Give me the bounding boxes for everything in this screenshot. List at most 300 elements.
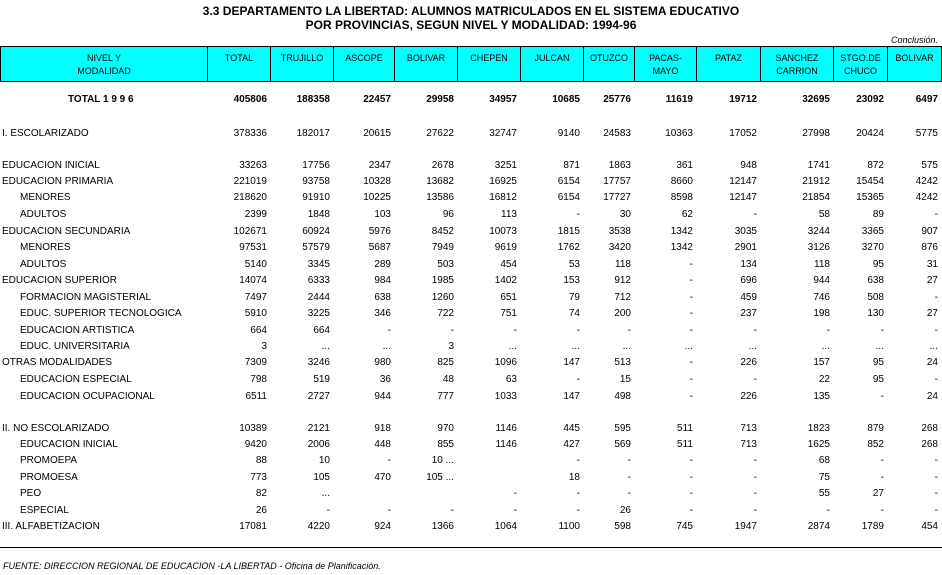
row-value: 1741	[807, 160, 830, 171]
table-row	[0, 486, 942, 502]
row-value: 6154	[557, 176, 580, 187]
row-value: 4242	[915, 192, 938, 203]
row-value: 13586	[426, 192, 454, 203]
header-cell	[887, 46, 942, 82]
row-value: 118	[615, 259, 631, 270]
row-value: 8452	[431, 226, 454, 237]
row-value: 7497	[244, 292, 267, 303]
row-value: 907	[921, 226, 938, 237]
table-row	[0, 519, 942, 535]
row-value: -	[880, 325, 884, 336]
row-value: 17727	[603, 192, 631, 203]
row-value: 638	[867, 275, 884, 286]
row-value: 448	[374, 439, 391, 450]
row-value: 879	[867, 423, 884, 434]
row-value: 68	[818, 455, 830, 466]
row-value: 48	[442, 374, 454, 385]
row-value: 2727	[307, 391, 330, 402]
row-value: -	[880, 391, 884, 402]
row-value: 27	[926, 308, 938, 319]
row-value: 95	[872, 357, 884, 368]
row-value: 24	[926, 357, 938, 368]
row-value: -	[387, 455, 391, 466]
row-value: 34957	[489, 94, 517, 105]
row-value: ...	[684, 341, 693, 352]
row-value: 134	[740, 259, 757, 270]
row-value: 1100	[558, 521, 580, 532]
row-value: 1815	[557, 226, 580, 237]
header-cell	[333, 46, 395, 82]
table-row	[0, 421, 942, 437]
row-value: 503	[437, 259, 454, 270]
row-value: 1146	[495, 439, 517, 450]
row-value: -	[576, 505, 580, 516]
row-value: 445	[563, 423, 580, 434]
row-value: 508	[867, 292, 884, 303]
row-value: 713	[740, 439, 757, 450]
row-value: 26	[255, 505, 267, 516]
row-value: 871	[563, 160, 580, 171]
row-value: -	[934, 292, 938, 303]
row-value: -	[387, 505, 391, 516]
row-value: 2121	[307, 423, 330, 434]
header-text: BOLIVAR	[406, 53, 446, 63]
row-value: 63	[505, 374, 517, 385]
row-value: 664	[250, 325, 267, 336]
row-value: 91910	[302, 192, 330, 203]
row-value: 10 ...	[431, 455, 454, 466]
row-value: 346	[374, 308, 391, 319]
row-value: ...	[821, 341, 830, 352]
row-value: 16812	[489, 192, 517, 203]
table-row	[0, 240, 942, 256]
row-value: 3126	[807, 242, 830, 253]
row-value: -	[934, 472, 938, 483]
row-value: 20424	[856, 128, 884, 139]
row-value: 8660	[670, 176, 693, 187]
row-value: 29958	[426, 94, 454, 105]
row-value: 5910	[244, 308, 267, 319]
row-value: 1146	[495, 423, 517, 434]
row-value: 103	[374, 209, 391, 220]
row-value: 4220	[307, 521, 330, 532]
row-value: 511	[677, 423, 693, 434]
header-text: CHUCO	[844, 66, 877, 76]
row-value: 79	[568, 292, 580, 303]
table-row	[0, 174, 942, 190]
row-value: 1402	[494, 275, 517, 286]
row-value: 221019	[233, 176, 267, 187]
row-value: ...	[571, 341, 580, 352]
row-value: 777	[437, 391, 454, 402]
row-value: 57579	[302, 242, 330, 253]
row-value: 153	[563, 275, 580, 286]
row-value: 872	[867, 160, 884, 171]
row-value: 2399	[244, 209, 267, 220]
row-value: -	[753, 488, 757, 499]
row-label: PEO	[20, 488, 42, 499]
row-value: 3246	[307, 357, 330, 368]
row-value: 3244	[807, 226, 830, 237]
table-row	[0, 355, 942, 371]
row-value: 105 ...	[426, 472, 454, 483]
row-value: 1625	[807, 439, 830, 450]
row-label: ADULTOS	[20, 259, 67, 270]
row-value: -	[753, 374, 757, 385]
row-value: 7949	[431, 242, 454, 253]
table-row	[0, 306, 942, 322]
header-cell	[457, 46, 521, 82]
header-text: BOLIVAR	[895, 53, 934, 63]
row-value: 15365	[856, 192, 884, 203]
row-value: 638	[374, 292, 391, 303]
header-text: TRUJILLO	[280, 53, 324, 63]
table-row	[0, 126, 942, 142]
row-value: 855	[437, 439, 454, 450]
header-cell	[634, 46, 697, 82]
row-value: 454	[500, 259, 517, 270]
row-value: 1848	[307, 209, 330, 220]
row-value: -	[689, 488, 693, 499]
row-value: 130	[867, 308, 884, 319]
row-value: 11619	[665, 94, 693, 105]
row-value: ...	[929, 341, 938, 352]
row-label: EDUCACION ESPECIAL	[20, 374, 132, 385]
row-value: 198	[813, 308, 830, 319]
row-value: 1947	[734, 521, 757, 532]
row-value: 95	[872, 374, 884, 385]
row-value: 470	[374, 472, 391, 483]
row-value: 745	[676, 521, 693, 532]
row-value: 268	[921, 423, 938, 434]
row-value: 9619	[494, 242, 517, 253]
row-value: 2901	[734, 242, 757, 253]
row-value: ...	[321, 341, 330, 352]
row-value: ...	[748, 341, 757, 352]
row-value: -	[826, 325, 830, 336]
row-value: 2678	[431, 160, 454, 171]
header-text: STGO.DE	[840, 53, 881, 63]
row-value: 30	[619, 209, 631, 220]
row-value: ...	[622, 341, 631, 352]
row-value: 147	[563, 391, 580, 402]
row-label: MENORES	[20, 192, 71, 203]
row-value: 22457	[363, 94, 391, 105]
row-label: MENORES	[20, 242, 71, 253]
row-value: 15454	[856, 176, 884, 187]
row-value: 454	[921, 521, 938, 532]
row-label: EDUCACION INICIAL	[20, 439, 118, 450]
row-value: 2347	[368, 160, 391, 171]
row-value: -	[576, 325, 580, 336]
row-value: 4242	[915, 176, 938, 187]
row-value: 75	[818, 472, 830, 483]
row-value: 2874	[807, 521, 830, 532]
row-value: 10363	[665, 128, 693, 139]
row-value: 3225	[307, 308, 330, 319]
row-value: 32695	[802, 94, 830, 105]
row-value: -	[934, 325, 938, 336]
header-cell	[270, 46, 334, 82]
row-value: 113	[501, 209, 517, 220]
row-value: 924	[374, 521, 391, 532]
row-value: 182017	[296, 128, 330, 139]
row-value: -	[513, 505, 517, 516]
row-value: 18	[568, 472, 580, 483]
row-value: 5976	[368, 226, 391, 237]
row-value: 96	[442, 209, 454, 220]
row-label: FORMACION MAGISTERIAL	[20, 292, 152, 303]
row-value: 10225	[363, 192, 391, 203]
header-cell	[0, 46, 208, 82]
row-value: -	[689, 391, 693, 402]
row-value: 713	[740, 423, 757, 434]
row-value: -	[576, 455, 580, 466]
row-value: -	[576, 209, 580, 220]
row-label: EDUCACION OCUPACIONAL	[20, 391, 155, 402]
row-value: 912	[614, 275, 631, 286]
row-value: -	[880, 472, 884, 483]
header-text: TOTAL	[224, 53, 254, 63]
table-row	[0, 453, 942, 469]
row-value: 569	[614, 439, 631, 450]
row-value: 218620	[233, 192, 267, 203]
header-cell	[833, 46, 888, 82]
row-value: 200	[614, 308, 631, 319]
row-label: PROMOESA	[20, 472, 78, 483]
row-value: -	[627, 455, 631, 466]
row-label: II. NO ESCOLARIZADO	[2, 423, 110, 434]
row-value: 1096	[494, 357, 517, 368]
row-value: -	[753, 325, 757, 336]
row-value: -	[450, 505, 454, 516]
row-value: 1863	[608, 160, 631, 171]
row-value: 157	[813, 357, 830, 368]
row-value: 16925	[489, 176, 517, 187]
row-value: 10328	[363, 176, 391, 187]
row-value: 31	[926, 259, 938, 270]
row-value: 984	[374, 275, 391, 286]
row-value: 118	[814, 259, 830, 270]
row-value: 102671	[233, 226, 267, 237]
row-value: 598	[614, 521, 631, 532]
row-value: 3	[261, 341, 267, 352]
table-row	[0, 503, 942, 519]
header-text: NIVEL Y	[86, 53, 122, 63]
row-label: EDUCACION SUPERIOR	[2, 275, 118, 286]
row-value: 21854	[802, 192, 830, 203]
row-value: 10389	[239, 423, 267, 434]
row-value: 798	[250, 374, 267, 385]
header-cell	[760, 46, 834, 82]
row-value: 876	[921, 242, 938, 253]
header-text: MODALIDAD	[77, 66, 131, 76]
row-value: 427	[563, 439, 580, 450]
row-value: 95	[872, 259, 884, 270]
header-text: PATAZ	[715, 53, 742, 63]
row-value: -	[387, 325, 391, 336]
row-value: 147	[563, 357, 580, 368]
row-value: 773	[250, 472, 267, 483]
row-value: 378336	[233, 128, 267, 139]
row-value: 511	[677, 439, 693, 450]
row-value: 8598	[670, 192, 693, 203]
row-value: -	[826, 505, 830, 516]
table-row	[0, 92, 942, 108]
row-value: 226	[740, 357, 757, 368]
row-value: 361	[676, 160, 693, 171]
row-value: ...	[508, 341, 517, 352]
row-label: ADULTOS	[20, 209, 67, 220]
row-value: 36	[379, 374, 391, 385]
row-value: 10	[318, 455, 330, 466]
table-row	[0, 437, 942, 453]
row-value: 24583	[603, 128, 631, 139]
row-value: 22	[818, 374, 830, 385]
row-value: -	[934, 488, 938, 499]
row-value: 6333	[307, 275, 330, 286]
row-value: 970	[437, 423, 454, 434]
row-value: 2006	[307, 439, 330, 450]
row-value: 3251	[494, 160, 517, 171]
row-value: -	[627, 488, 631, 499]
row-value: 1033	[494, 391, 517, 402]
header-text: ASCOPE	[345, 53, 383, 63]
row-value: -	[689, 259, 693, 270]
row-value: 6497	[915, 94, 938, 105]
row-value: 82	[255, 488, 267, 499]
header-text: SANCHEZ	[775, 53, 819, 63]
table-row	[0, 372, 942, 388]
row-value: 459	[740, 292, 757, 303]
row-value: -	[753, 505, 757, 516]
row-value: 6154	[557, 192, 580, 203]
row-label: EDUC. SUPERIOR TECNOLOGICA	[20, 308, 182, 319]
table-row	[0, 389, 942, 405]
bottom-rule	[0, 547, 942, 548]
row-value: 513	[614, 357, 631, 368]
row-value: 1342	[670, 226, 693, 237]
row-value: 1789	[861, 521, 884, 532]
header-text: JULCAN	[534, 53, 570, 63]
row-value: 696	[740, 275, 757, 286]
row-value: 25776	[603, 94, 631, 105]
row-value: 20615	[363, 128, 391, 139]
row-value: 55	[818, 488, 830, 499]
header-text: PACAS-	[649, 53, 682, 63]
row-label: I. ESCOLARIZADO	[2, 128, 89, 139]
source-footnote: FUENTE: DIRECCION REGIONAL DE EDUCACION -LA LIBERTAD - Oficina de Planificación.	[3, 561, 381, 571]
row-value: 15	[619, 374, 631, 385]
row-value: 405806	[233, 94, 267, 105]
row-value: -	[450, 325, 454, 336]
row-value: -	[689, 455, 693, 466]
row-value: ...	[875, 341, 884, 352]
row-value: 519	[313, 374, 330, 385]
header-cell	[583, 46, 635, 82]
row-value: 9420	[244, 439, 267, 450]
row-value: -	[934, 374, 938, 385]
row-value: 17052	[729, 128, 757, 139]
row-label: TOTAL 1 9 9 6	[68, 94, 134, 105]
row-value: 3035	[734, 226, 757, 237]
row-value: -	[880, 505, 884, 516]
row-value: -	[689, 308, 693, 319]
row-value: -	[880, 455, 884, 466]
row-value: 498	[614, 391, 631, 402]
row-value: 289	[374, 259, 391, 270]
row-value: 1985	[431, 275, 454, 286]
row-label: ESPECIAL	[20, 505, 69, 516]
row-value: 712	[614, 292, 631, 303]
row-value: 88	[255, 455, 267, 466]
row-value: 5140	[244, 259, 267, 270]
row-value: 33263	[239, 160, 267, 171]
row-label: EDUCACION INICIAL	[2, 160, 100, 171]
header-text: CHEPEN	[470, 53, 508, 63]
row-value: -	[753, 472, 757, 483]
row-label: PROMOEPA	[20, 455, 78, 466]
row-value: -	[513, 488, 517, 499]
conclusion-note: Conclusión.	[890, 35, 938, 45]
row-value: 105	[313, 472, 330, 483]
header-text: CARRION	[776, 66, 818, 76]
row-value: 24	[926, 391, 938, 402]
row-value: 3420	[608, 242, 631, 253]
row-value: -	[689, 472, 693, 483]
row-value: 1823	[807, 423, 830, 434]
row-label: EDUC. UNIVERSITARIA	[20, 341, 130, 352]
row-value: 74	[568, 308, 580, 319]
row-value: 12147	[729, 192, 757, 203]
row-value: -	[934, 209, 938, 220]
row-label: EDUCACION SECUNDARIA	[2, 226, 131, 237]
row-value: -	[934, 455, 938, 466]
row-value: 3345	[307, 259, 330, 270]
row-value: 26	[619, 505, 631, 516]
row-value: 9140	[557, 128, 580, 139]
header-cell	[394, 46, 458, 82]
row-value: 12147	[729, 176, 757, 187]
row-value: 6511	[245, 391, 267, 402]
row-value: 89	[872, 209, 884, 220]
row-value: -	[689, 325, 693, 336]
row-value: 5687	[368, 242, 391, 253]
row-value: 23092	[856, 94, 884, 105]
row-value: 1762	[557, 242, 580, 253]
row-value: 825	[437, 357, 454, 368]
row-value: -	[576, 374, 580, 385]
row-value: 62	[681, 209, 693, 220]
header-cell	[207, 46, 271, 82]
row-value: 93758	[302, 176, 330, 187]
row-value: 3365	[861, 226, 884, 237]
row-value: 13682	[426, 176, 454, 187]
table-row	[0, 257, 942, 273]
row-value: 27622	[426, 128, 454, 139]
row-value: 1260	[431, 292, 454, 303]
row-value: 17757	[603, 176, 631, 187]
row-value: 948	[740, 160, 757, 171]
row-value: 980	[374, 357, 391, 368]
table-header	[0, 46, 941, 84]
row-value: 918	[374, 423, 391, 434]
table-row	[0, 190, 942, 206]
row-label: III. ALFABETIZACION	[2, 521, 100, 532]
row-value: 268	[921, 439, 938, 450]
row-value: 751	[500, 308, 517, 319]
row-value: 3270	[861, 242, 884, 253]
